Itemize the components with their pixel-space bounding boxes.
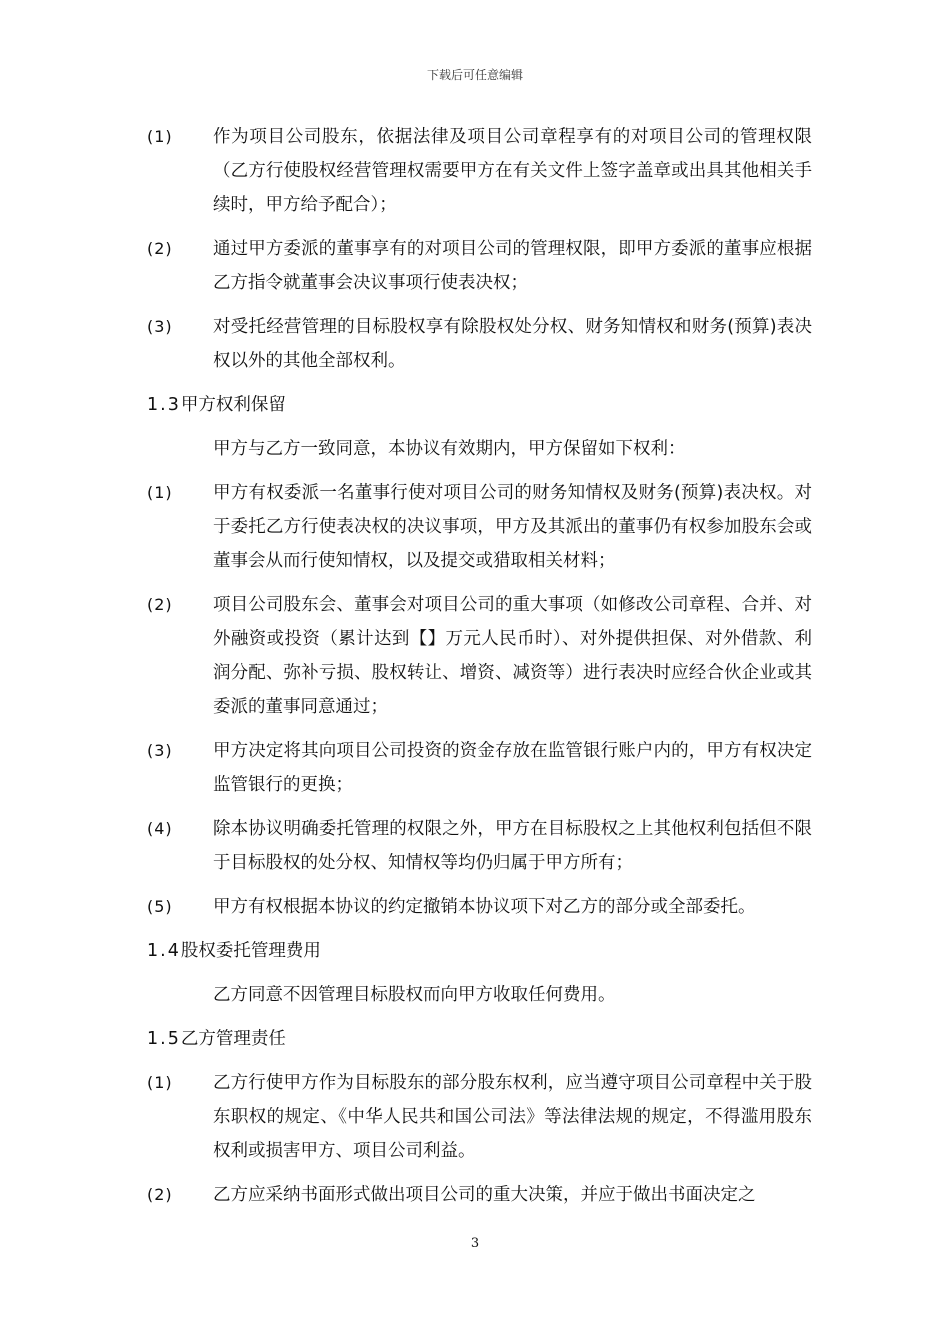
list-item-text: 作为项目公司股东，依据法律及项目公司章程享有的对项目公司的管理权限（乙方行使股权经营管理权需要甲方在有关文件上签字盖章或出具其他相关手续时，甲方给予配合）； bbox=[213, 127, 812, 215]
list-item-text: 项目公司股东会、董事会对项目公司的重大事项（如修改公司章程、合并、对外融资或投资（累计达到【】万元人民币时）、对外提供担保、对外借款、利润分配、弥补亏损、股权转让、增资、减资等）进行表决时应经合伙企业或其委派的董事同意通过； bbox=[213, 595, 812, 717]
list-item-text: 乙方行使甲方作为目标股东的部分股东权利，应当遵守项目公司章程中关于股东职权的规定、《中华人民共和国公司法》等法律法规的规定，不得滥用股东权利或损害甲方、项目公司利益。 bbox=[213, 1073, 812, 1161]
list-item-number: (1) bbox=[147, 483, 173, 502]
page-number: 3 bbox=[470, 1236, 480, 1251]
section-title: 甲方权利保留 bbox=[180, 395, 286, 415]
list-item bbox=[147, 1178, 812, 1212]
section-heading bbox=[147, 1022, 812, 1056]
list-item-number: (3) bbox=[147, 741, 173, 760]
list-item-text: 甲方有权根据本协议的约定撤销本协议项下对乙方的部分或全部委托。 bbox=[213, 897, 756, 917]
section-number: 1.3 bbox=[147, 395, 181, 415]
section-title: 乙方管理责任 bbox=[180, 1029, 286, 1049]
section-title: 股权委托管理费用 bbox=[180, 941, 321, 961]
list-item-text: 通过甲方委派的董事享有的对项目公司的管理权限，即甲方委派的董事应根据乙方指令就董事会决议事项行使表决权； bbox=[213, 239, 812, 293]
list-item bbox=[147, 890, 812, 924]
list-item bbox=[147, 812, 812, 880]
list-item-number: (1) bbox=[147, 127, 173, 146]
list-item-number: (2) bbox=[147, 595, 173, 614]
page-header: 下载后可任意编辑 bbox=[426, 68, 523, 82]
list-item-text: 乙方应采纳书面形式做出项目公司的重大决策，并应于做出书面决定之 bbox=[213, 1185, 756, 1205]
list-item-text: 对受托经营管理的目标股权享有除股权处分权、财务知情权和财务(预算)表决权以外的其他全部权利。 bbox=[213, 317, 812, 371]
section-number: 1.4 bbox=[147, 941, 181, 961]
list-item-number: (2) bbox=[147, 239, 173, 258]
list-item-number: (4) bbox=[147, 819, 173, 838]
list-item bbox=[147, 310, 812, 378]
list-item-text: 甲方决定将其向项目公司投资的资金存放在监管银行账户内的，甲方有权决定监管银行的更换； bbox=[213, 741, 812, 795]
list-item-number: (1) bbox=[147, 1073, 173, 1092]
document-body bbox=[147, 120, 812, 1222]
section-number: 1.5 bbox=[147, 1029, 181, 1049]
list-item bbox=[147, 588, 812, 724]
section-heading bbox=[147, 388, 812, 422]
list-item bbox=[147, 734, 812, 802]
list-item bbox=[147, 120, 812, 222]
paragraph: 甲方与乙方一致同意，本协议有效期内，甲方保留如下权利： bbox=[213, 439, 686, 459]
list-item-text: 甲方有权委派一名董事行使对项目公司的财务知情权及财务(预算)表决权。对于委托乙方行使表决权的决议事项，甲方及其派出的董事仍有权参加股东会或董事会从而行使知情权，以及提交或猎取相关材料； bbox=[213, 483, 812, 571]
list-item-number: (2) bbox=[147, 1185, 173, 1204]
list-item bbox=[147, 476, 812, 578]
list-item-number: (3) bbox=[147, 317, 173, 336]
list-item bbox=[147, 232, 812, 300]
paragraph: 乙方同意不因管理目标股权而向甲方收取任何费用。 bbox=[213, 985, 616, 1005]
list-item bbox=[147, 1066, 812, 1168]
list-item-text: 除本协议明确委托管理的权限之外，甲方在目标股权之上其他权利包括但不限于目标股权的处分权、知情权等均仍归属于甲方所有； bbox=[213, 819, 812, 873]
list-item-number: (5) bbox=[147, 897, 173, 916]
section-heading bbox=[147, 934, 812, 968]
